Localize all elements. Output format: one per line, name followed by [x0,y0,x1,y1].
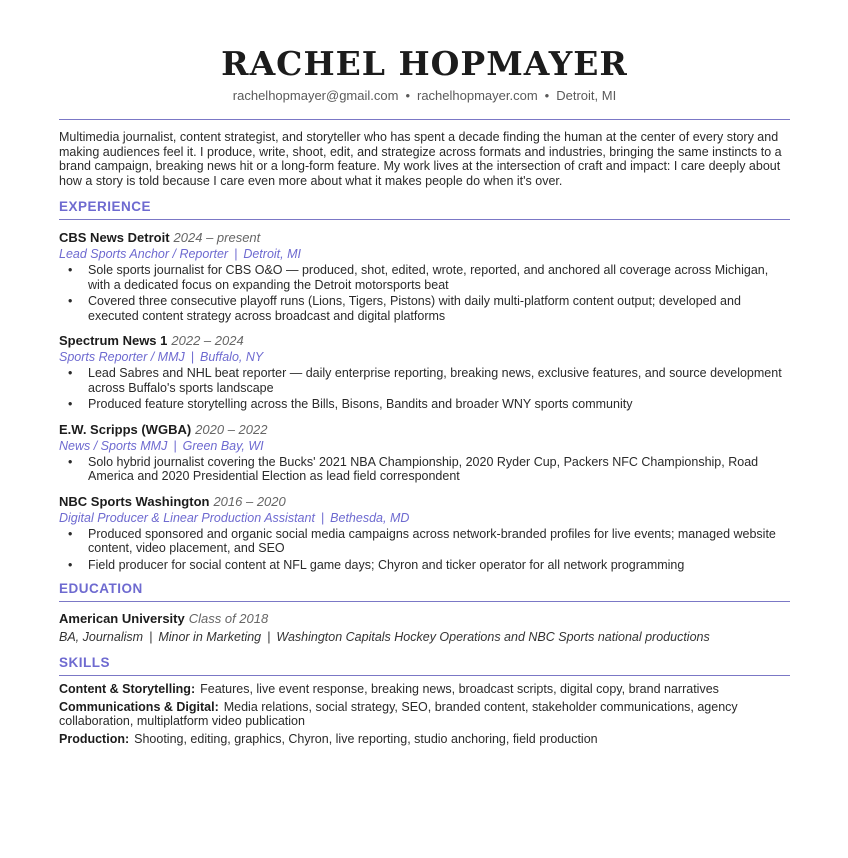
job-role: News / Sports MMJ [59,438,168,453]
bullet-item [59,527,790,556]
job-role-line [59,349,790,365]
job-entry [59,422,790,484]
bullet-item [59,294,790,323]
job-header [59,422,790,438]
education-extra: Washington Capitals Hockey Operations and NBC Sports national productions [276,630,710,644]
bullet-text: Sole sports journalist for CBS O&O — produced, shot, edited, wrote, reported, and anchored all coverage across Michigan, with a dedicated focus on expanding the Detroit motorsports beat [88,263,769,292]
contact-line [59,88,790,104]
job-bullets [59,455,790,484]
job-header [59,230,790,246]
bullet-text: Lead Sabres and NHL beat reporter — daily enterprise reporting, breaking news, exclusive features, and source development across Buffalo's sports landscape [88,366,782,395]
job-location: Buffalo, NY [199,350,264,364]
bullet-item [59,558,790,573]
minor: Minor in Marketing [158,630,262,644]
section-divider [59,219,790,220]
skill-label: Communications & Digital: [59,699,219,714]
job-dates: 2022 – 2024 [171,333,244,348]
contact-email[interactable]: rachelhopmayer@gmail.com [232,88,399,103]
skill-row [59,682,790,697]
pipe-separator: | [320,510,325,525]
candidate-name: RACHEL HOPMAYER [221,44,628,83]
summary-paragraph: Multimedia journalist, content strategist, and storyteller who has spent a decade finding the human at the center of every story and making audiences feel it. I produce, write, shoot, edit, and strategize across formats and industries, bringing the same instincts to a brand campaign, breaking news hit or a long-form feature. My work lives at the intersection of craft and impact: I care deeply about how a story is told because I care even more about what it makes people do when it's over. [59,130,782,188]
job-organization: Spectrum News 1 [59,333,168,348]
bullet-text: Produced feature storytelling across the Bills, Bisons, Bandits and broader WNY sports community [88,397,633,411]
job-role-line [59,510,790,526]
bullet-dot: • [68,263,73,277]
bullet-dot: • [68,397,73,411]
graduation-class: Class of 2018 [188,611,269,626]
job-entry [59,494,790,573]
bullet-dot: • [68,294,73,308]
skill-value: Media relations, social strategy, SEO, branded content, stakeholder communications, agency collaboration, multiplatform video publication [59,699,738,728]
job-organization: CBS News Detroit [59,230,170,245]
job-organization: E.W. Scripps (WGBA) [59,421,192,437]
bullet-item [59,366,790,395]
job-entry [59,230,790,323]
job-dates: 2016 – 2020 [213,493,286,509]
school-name: American University [59,611,185,626]
job-dates: 2024 – present [173,230,261,245]
job-header [59,333,790,349]
section-divider [59,675,790,676]
bullet-dot: • [68,526,73,541]
skill-row [59,732,790,747]
job-role: Sports Reporter / MMJ [59,350,185,364]
bullet-text: Field producer for social content at NFL game days; Chyron and ticker operator for all network programming [88,557,685,572]
pipe-separator: | [267,630,271,644]
contact-separator: • [405,88,410,103]
degree: BA, Journalism [59,630,144,644]
job-entry [59,333,790,412]
education-header [59,611,790,627]
pipe-separator: | [190,350,194,364]
job-role-line [59,438,790,454]
job-organization: NBC Sports Washington [59,493,210,509]
bullet-dot: • [68,366,73,380]
skill-label: Content & Storytelling: [59,682,196,696]
bullet-text: Produced sponsored and organic social media campaigns across network-branded profiles for live events; managed website content, video placement, and SEO [88,526,776,555]
bullet-item [59,397,790,412]
resume-page [59,0,790,746]
pipe-separator: | [173,438,177,453]
bullet-dot: • [68,454,73,469]
job-location: Bethesda, MD [330,510,410,525]
skill-label: Production: [59,731,130,746]
job-dates: 2020 – 2022 [195,421,268,437]
header-divider [59,119,790,120]
job-role-line [59,246,790,262]
section-title-education: EDUCATION [59,581,143,596]
job-role: Lead Sports Anchor / Reporter [59,247,229,261]
contact-location: Detroit, MI [556,88,617,103]
education-details [59,629,790,645]
bullet-dot: • [68,557,73,572]
job-bullets [59,527,790,573]
job-bullets [59,366,790,412]
contact-website[interactable]: rachelhopmayer.com [417,88,538,103]
job-role: Digital Producer & Linear Production Assistant [59,510,315,525]
bullet-text: Covered three consecutive playoff runs (Lions, Tigers, Pistons) with daily multi-platform content output; developed and executed content strategy across broadcast and digital platforms [88,294,741,323]
contact-separator: • [544,88,550,103]
bullet-item [59,455,790,484]
skill-value: Shooting, editing, graphics, Chyron, live reporting, studio anchoring, field production [134,731,598,746]
section-title-skills: SKILLS [59,655,111,670]
pipe-separator: | [234,247,238,261]
bullet-text: Solo hybrid journalist covering the Bucks' 2021 NBA Championship, 2020 Ryder Cup, Packers NFC Championship, Road America and 2020 Presidential Election as lead field correspondent [88,454,759,483]
pipe-separator: | [149,630,153,644]
skill-value: Features, live event response, breaking news, broadcast scripts, digital copy, brand narratives [200,682,719,696]
section-title-experience: EXPERIENCE [59,199,152,214]
job-header [59,494,790,510]
job-bullets [59,263,790,323]
section-divider [59,601,790,602]
bullet-item [59,263,790,292]
skill-row [59,700,790,729]
job-location: Detroit, MI [243,247,301,261]
job-location: Green Bay, WI [182,438,264,453]
